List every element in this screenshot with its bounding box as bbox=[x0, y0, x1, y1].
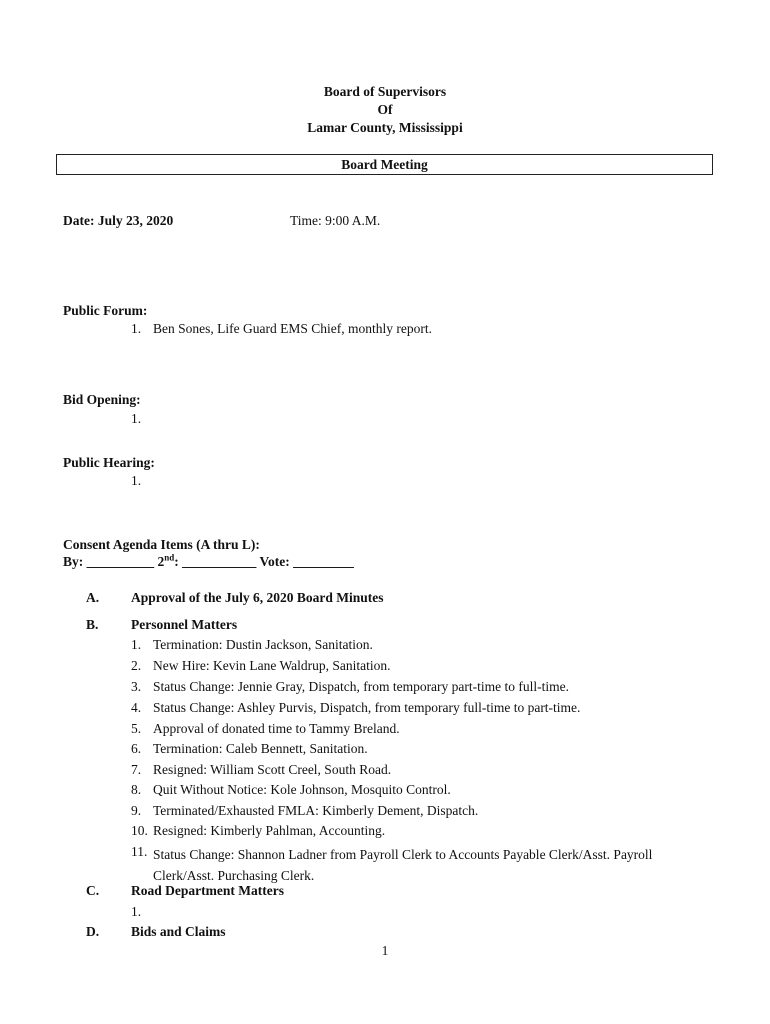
public-forum-heading: Public Forum: bbox=[63, 303, 148, 318]
public-forum-item-number: 1. bbox=[131, 321, 142, 336]
section-c-letter: C. bbox=[86, 883, 100, 898]
consent-agenda-heading: Consent Agenda Items (A thru L): bbox=[63, 537, 260, 552]
section-d-letter: D. bbox=[86, 924, 100, 939]
section-b-title: Personnel Matters bbox=[131, 617, 238, 632]
document-page: Board of Supervisors Of Lamar County, Mississippi Board Meeting Date: July 23, 2020 Time: 9:00 A.M. Public Forum: 1. Ben Sones, Life Guard EMS Chief, monthly report. Bid Opening: 1. Public Hearing: 1. Consent Agenda Items (A thru L): By: __________ 2nd: ___________ Vote: _________ A. Approval of the July 6, 2020 Board Minutes B. Personnel Matters 1. Termination: Dustin Jackson, Sanitation. 2. New Hire: Kevin Lane Waldrup, Sanitation. 3. Status Change: Jennie Gray, Dispatch, from temporary part-time to full-time. 4. Status Change: Ashley Purvis, Dispatch, from temporary full-time to part-time. 5. Approval of donated time to Tammy Breland. 6. Termination: Caleb Bennett, Sanitation. 7. Resigned: William Scott Creel, South Road. 8. Quit Without Notice: Kole Johnson, Mosquito Control. 9. Terminated/Exhausted FMLA: Kimberly Dement, Dispatch. 10. Resigned: Kimberly Pahlman, Accounting. 11. Status Change: Shannon Ladner from Payroll Clerk to Accounts Payable Clerk/Asst. Payroll Clerk/Asst. Purchasing Clerk. C. Road Department Matters 1. D. Bids and Claims 1 bbox=[0, 0, 770, 1024]
meeting-type-box: Board Meeting bbox=[56, 154, 713, 175]
consent-vote-line bbox=[63, 554, 354, 570]
consent-vote: : ___________ Vote: _________ bbox=[174, 554, 354, 569]
consent-by: By: __________ 2 bbox=[63, 554, 165, 569]
public-forum-item-text: Ben Sones, Life Guard EMS Chief, monthly report. bbox=[153, 321, 432, 336]
section-c-item: 1. bbox=[131, 904, 142, 919]
meeting-time: Time: 9:00 A.M. bbox=[290, 213, 381, 228]
consent-ordinal: nd bbox=[164, 552, 175, 563]
header-line-3: Lamar County, Mississippi bbox=[307, 120, 463, 135]
section-c-title: Road Department Matters bbox=[131, 883, 284, 898]
bid-opening-heading: Bid Opening: bbox=[63, 392, 141, 407]
page-number: 1 bbox=[381, 943, 389, 958]
section-d-title: Bids and Claims bbox=[131, 924, 226, 939]
section-a-letter: A. bbox=[86, 590, 100, 605]
header-line-2: Of bbox=[377, 102, 393, 117]
public-hearing-heading: Public Hearing: bbox=[63, 455, 155, 470]
bid-opening-item: 1. bbox=[131, 411, 142, 426]
meeting-date: Date: July 23, 2020 bbox=[63, 213, 174, 228]
header-line-1: Board of Supervisors bbox=[323, 84, 447, 99]
public-hearing-item: 1. bbox=[131, 473, 142, 488]
section-b-letter: B. bbox=[86, 617, 99, 632]
section-a-title: Approval of the July 6, 2020 Board Minutes bbox=[131, 590, 384, 605]
